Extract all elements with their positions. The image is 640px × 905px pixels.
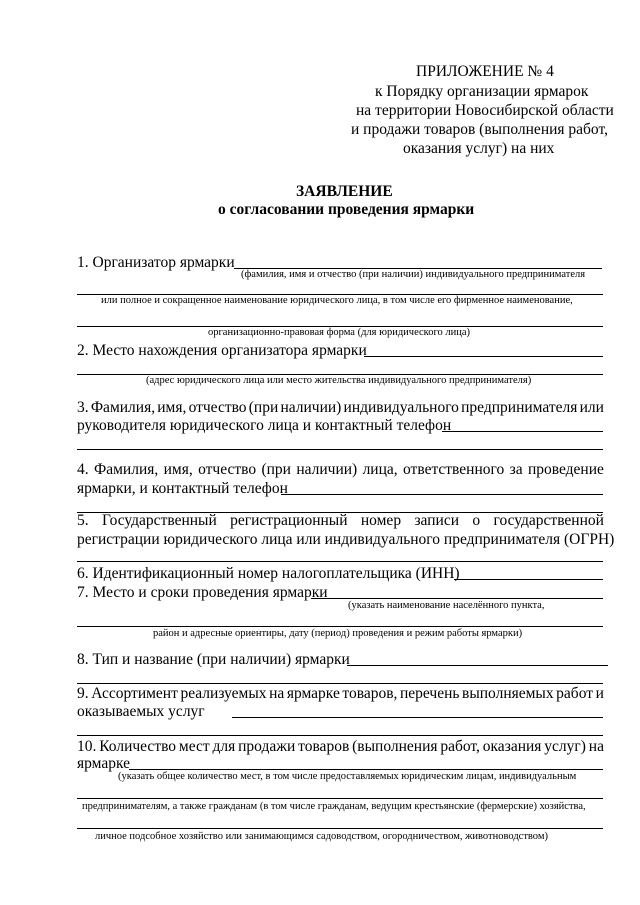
justified-word: Государственный <box>101 512 217 529</box>
document-subtitle: о согласовании проведения ярмарки <box>218 201 475 218</box>
item-1-label: 1. Организатор ярмарки <box>77 254 235 271</box>
justified-word: работ <box>556 685 594 702</box>
justified-word: отчество <box>198 461 257 478</box>
justified-word: Ассортимент <box>91 685 178 702</box>
justified-word: 9. <box>77 685 89 702</box>
item-4-input-line[interactable] <box>281 494 603 495</box>
justified-word: (при <box>248 399 279 416</box>
item-7-hint-1: (указать наименование населённого пункта, <box>348 600 545 611</box>
item-6-input-line[interactable] <box>454 579 603 580</box>
item-7-label: 7. Место и сроки проведения ярмарки <box>77 584 328 601</box>
item-10-hint-3: личное подсобное хозяйство или занимающимся садоводством, огородничеством, животноводством) <box>95 831 548 842</box>
item-10-hint-1: (указать общее количество мест, в том числе предоставляемых юридическим лицам, индивидуальным <box>118 771 577 782</box>
justified-word: Количество <box>99 738 177 755</box>
appendix-line-3: на территории Новосибирской области <box>356 102 614 119</box>
justified-word: наличии) <box>280 399 342 416</box>
item-4-line-2: ярмарки, и контактный телефон <box>77 480 288 497</box>
item-1-hint-2: или полное и сокращенное наименование юридического лица, в том числе его фирменное наименование, <box>101 295 573 306</box>
justified-word: для <box>212 738 236 755</box>
justified-word: индивидуального <box>343 399 459 416</box>
item-10-input-line-2[interactable] <box>77 798 603 799</box>
justified-word: номер <box>360 512 402 529</box>
justified-word: регистрационный <box>230 512 348 529</box>
justified-word: проведение <box>527 461 604 478</box>
justified-word: ответственного <box>403 461 505 478</box>
justified-word: перечень <box>399 685 460 702</box>
appendix-line-5: оказания услуг) на них <box>403 140 555 157</box>
item-5-input-line[interactable] <box>77 561 603 562</box>
justified-word: 4. <box>77 461 89 478</box>
item-9-line-2: оказываемых услуг <box>77 703 205 720</box>
item-8-input-line[interactable] <box>347 665 608 666</box>
justified-word: отчество <box>188 399 247 416</box>
justified-word: работ, <box>440 738 480 755</box>
justified-word: записи <box>414 512 459 529</box>
justified-word: и <box>595 685 604 702</box>
item-5-line-2: регистрации юридического лица или индивидуального предпринимателя (ОГРН) <box>77 531 615 548</box>
appendix-line-2: к Порядку организации ярмарок <box>375 83 589 100</box>
item-2-label: 2. Место нахождения организатора ярмарки <box>77 342 367 359</box>
item-3-line-2: руководителя юридического лица и контактный телефон <box>77 417 452 434</box>
justified-word: реализуемых <box>180 685 267 702</box>
item-4-line-1 <box>77 462 604 478</box>
item-9-input-line-2[interactable] <box>77 735 603 736</box>
item-2-input-line[interactable] <box>364 356 603 357</box>
justified-word: или <box>579 399 604 416</box>
appendix-number: ПРИЛОЖЕНИЕ № 4 <box>416 63 554 80</box>
justified-word: 3. <box>77 399 89 416</box>
justified-word: выполняемых <box>462 685 554 702</box>
justified-word: (выполнения <box>352 738 438 755</box>
item-6-label: 6. Идентификационный номер налогоплательщика (ИНН) <box>77 565 460 582</box>
item-10-line-2: ярмарке <box>77 755 131 772</box>
item-8-label: 8. Тип и название (при наличии) ярмарки <box>77 651 350 668</box>
document-title: ЗАЯВЛЕНИЕ <box>296 183 393 200</box>
item-9-input-line[interactable] <box>232 717 603 718</box>
justified-word: 5. <box>77 512 89 529</box>
item-10-input-line[interactable] <box>129 769 603 770</box>
justified-word: оказания <box>482 738 542 755</box>
justified-word: 10. <box>77 738 97 755</box>
justified-word: Фамилия, <box>93 461 159 478</box>
justified-word: услуг) <box>544 738 586 755</box>
item-1-hint-3: организационно-правовая форма (для юридического лица) <box>208 327 471 338</box>
item-10-hint-2: предпринимателям, а также гражданам (в том числе гражданам, ведущим крестьянские (фермерские) хозяйства, <box>82 801 586 812</box>
justified-word: на <box>269 685 285 702</box>
item-3-input-line[interactable] <box>442 431 603 432</box>
justified-word: предпринимателя <box>461 399 578 416</box>
justified-word: Фамилия, <box>90 399 156 416</box>
justified-word: товаров, <box>342 685 398 702</box>
item-7-hint-2: район и адресные ориентиры, дату (период) проведения и режим работы ярмарки) <box>153 628 523 639</box>
item-5-line-1 <box>77 513 604 529</box>
justified-word: продажи <box>238 738 296 755</box>
item-10-input-line-3[interactable] <box>77 828 603 829</box>
item-1-hint-1: (фамилия, имя и отчество (при наличии) индивидуального предпринимателя <box>241 269 586 280</box>
item-7-input-line-2[interactable] <box>77 626 603 627</box>
appendix-line-4: и продажи товаров (выполнения работ, <box>351 121 608 138</box>
item-3-line-1 <box>77 400 604 416</box>
justified-word: товаров <box>298 738 350 755</box>
justified-word: государственной <box>493 512 604 529</box>
item-10-line-1 <box>77 739 604 755</box>
justified-word: наличии) <box>296 461 358 478</box>
justified-word: лица, <box>362 461 398 478</box>
justified-word: мест <box>178 738 210 755</box>
justified-word: на <box>588 738 604 755</box>
item-2-hint: (адрес юридического лица или место жительства индивидуального предпринимателя) <box>146 375 532 386</box>
justified-word: ярмарке <box>286 685 340 702</box>
justified-word: за <box>509 461 523 478</box>
justified-word: имя, <box>157 399 187 416</box>
item-9-line-1 <box>77 686 604 702</box>
justified-word: имя, <box>163 461 193 478</box>
item-8-input-line-2[interactable] <box>77 683 603 684</box>
justified-word: о <box>472 512 481 529</box>
justified-word: (при <box>261 461 291 478</box>
item-3-input-line-2[interactable] <box>77 449 603 450</box>
item-7-input-line[interactable] <box>311 598 603 599</box>
